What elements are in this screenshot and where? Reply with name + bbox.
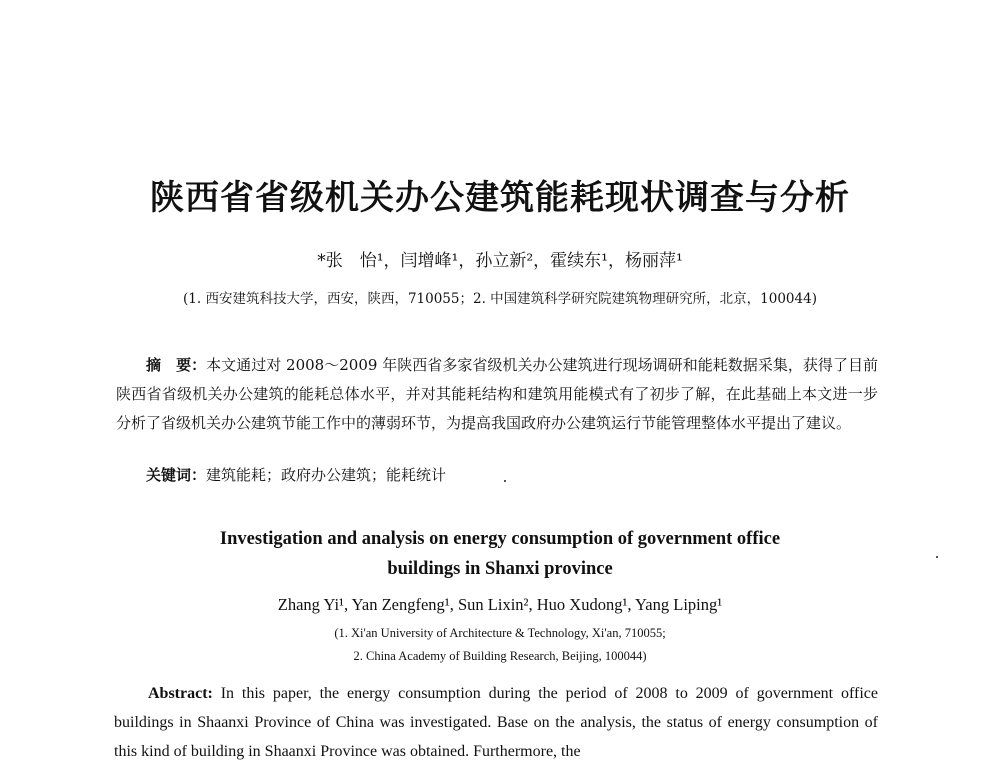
english-authors: Zhang Yi¹, Yan Zengfeng¹, Sun Lixin², Huo Xudong¹, Yang Liping¹ [277,595,723,614]
chinese-title: 陕西省省级机关办公建筑能耗现状调查与分析 [150,178,850,218]
english-affiliation-2: 2. China Academy of Building Research, Beijing, 100044) [353,649,647,663]
chinese-affiliations: (1. 西安建筑科技大学，西安，陕西，710055；2. 中国建筑科学研究院建筑物理研究所，北京，100044) [183,291,817,307]
chinese-abstract [116,351,878,438]
english-title-line-1: Investigation and analysis on energy consumption of government office [219,529,781,549]
english-abstract-label: Abstract: [148,685,213,702]
chinese-abstract-label: 摘 要： [146,356,207,374]
english-abstract [114,679,878,766]
chinese-authors: *张 怡¹，闫增峰¹，孙立新²，霍续东¹，杨丽萍¹ [317,251,683,271]
chinese-abstract-text: 本文通过对 2008～2009 年陕西省多家省级机关办公建筑进行现场调研和能耗数据采集，获得了目前陕西省省级机关办公建筑的能耗总体水平，并对其能耗结构和建筑用能模式有了初步了解，在此基础上本文进一步分析了省级机关办公建筑节能工作中的薄弱环节，为提高我国政府办公建筑运行节能管理整体水平提出了建议。 [116,356,878,432]
english-abstract-text: In this paper, the energy consumption during the period of 2008 to 2009 of government office buildings in Shaanxi Province of China was investigated. Base on the analysis, the status of energy consumption of this kind of building in Shaanxi Province was obtained. Furthermore, the [114,685,878,760]
english-affiliation-1: (1. Xi'an University of Architecture & Technology, Xi'an, 710055; [334,626,666,640]
english-title [0,524,1000,584]
chinese-keywords [146,464,446,485]
chinese-keywords-text: 建筑能耗；政府办公建筑；能耗统计 [206,466,447,484]
chinese-keywords-label: 关键词： [146,466,207,484]
english-title-line-2: buildings in Shanxi province [387,559,613,579]
scan-speck [504,480,506,482]
